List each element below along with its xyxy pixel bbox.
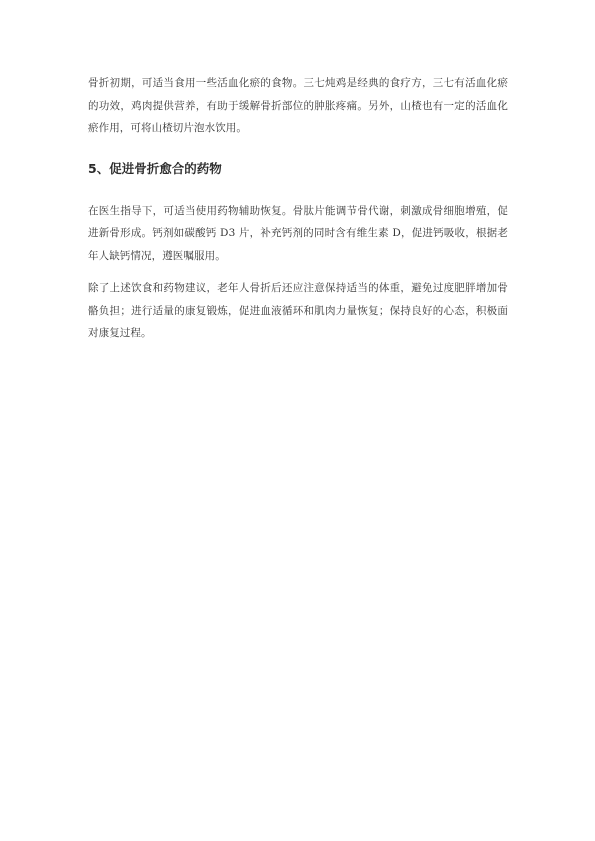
section-heading-medication: 5、促进骨折愈合的药物	[88, 160, 222, 176]
paragraph-medication: 在医生指导下，可适当使用药物辅助恢复。骨肽片能调节骨代谢，刺激成骨细胞增殖，促进新骨形成。钙剂如碳酸钙 D3 片，补充钙剂的同时含有维生素 D，促进钙吸收，根据老年人缺钙情况，遵医嘱服用。	[88, 204, 508, 262]
document-body	[88, 72, 508, 345]
paragraph-early-fracture-diet: 骨折初期，可适当食用一些活血化瘀的食物。三七炖鸡是经典的食疗方，三七有活血化瘀的功效，鸡肉提供营养，有助于缓解骨折部位的肿胀疼痛。另外，山楂也有一定的活血化瘀作用，可将山楂切片泡水饮用。	[88, 77, 508, 134]
paragraph-recovery-advice: 除了上述饮食和药物建议，老年人骨折后还应注意保持适当的体重，避免过度肥胖增加骨骼负担；进行适量的康复锻炼，促进血液循环和肌肉力量恢复；保持良好的心态，积极面对康复过程。	[88, 282, 508, 339]
